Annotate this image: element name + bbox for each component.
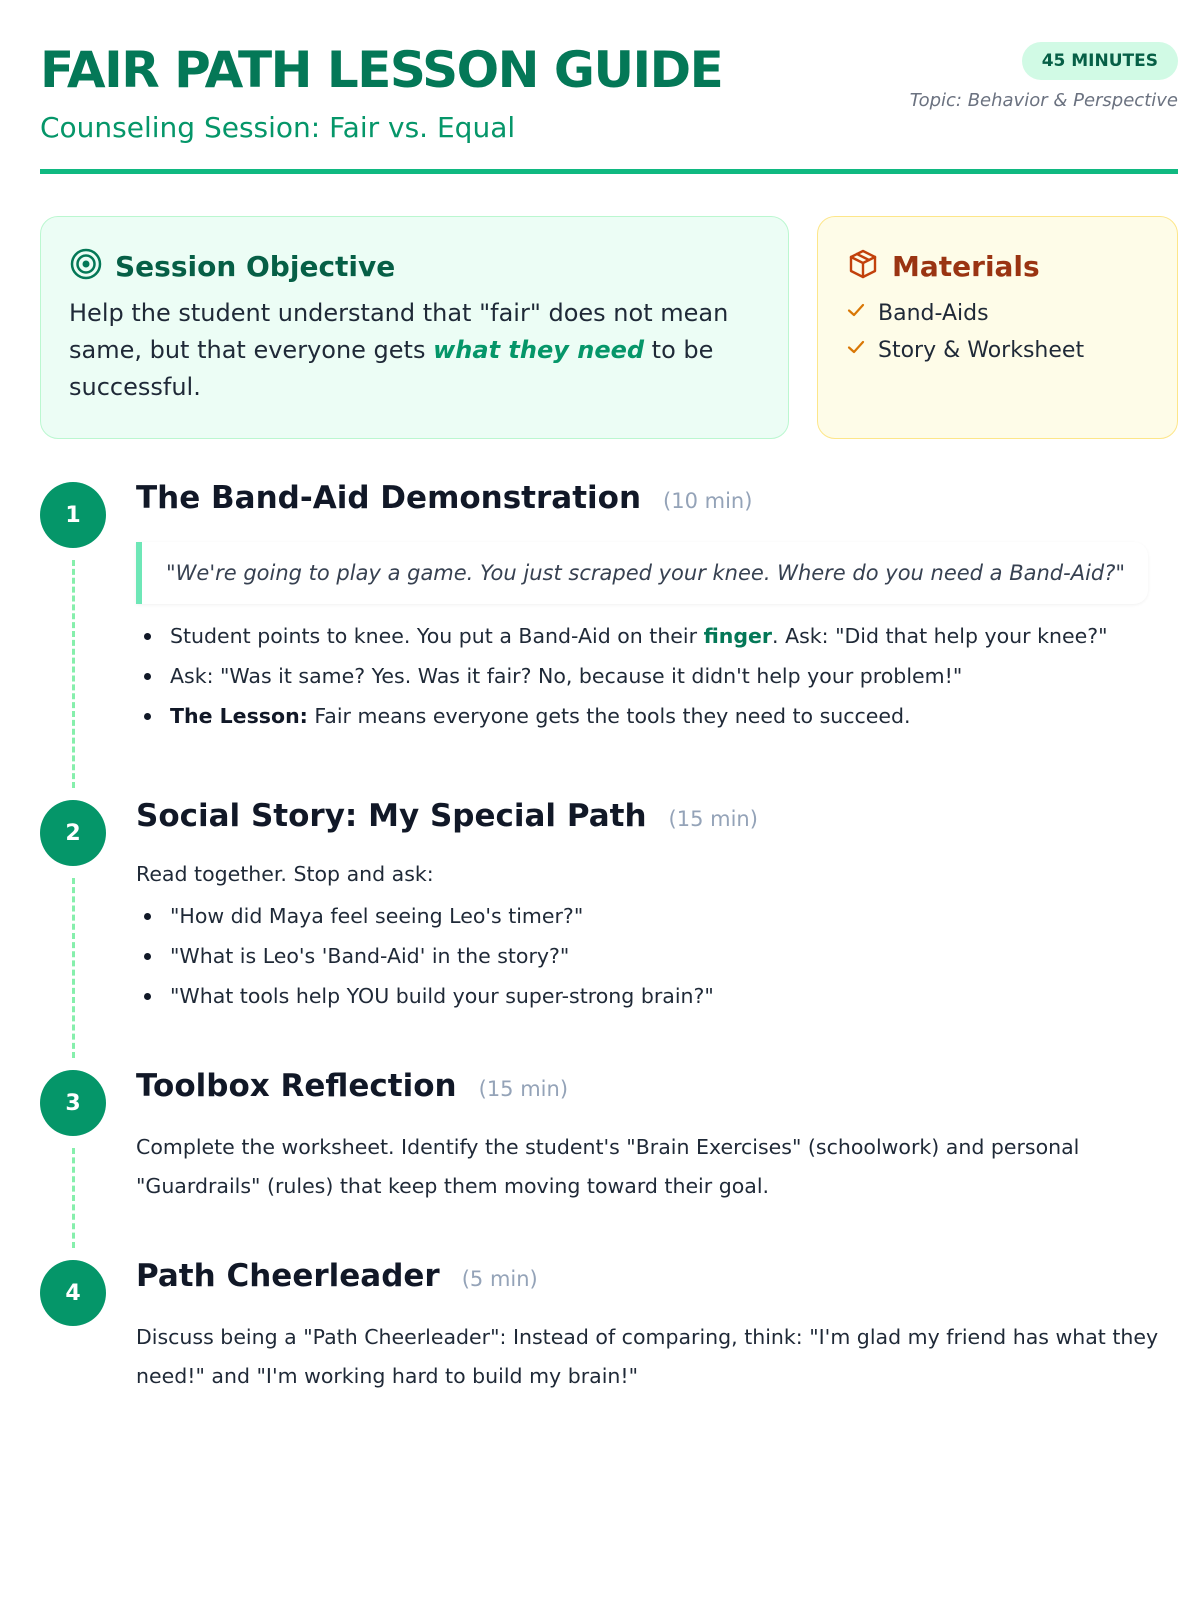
step-number-badge: 1	[40, 482, 106, 548]
page-subtitle: Counseling Session: Fair vs. Equal	[40, 111, 516, 144]
step-duration: (15 min)	[668, 807, 758, 831]
lesson-steps	[40, 480, 1178, 1428]
materials-title: Materials	[892, 249, 1040, 283]
step-4	[40, 1258, 1178, 1428]
list-item: Band-Aids	[846, 295, 1149, 332]
target-icon	[69, 247, 103, 285]
materials-card	[817, 216, 1178, 439]
step-title: Toolbox Reflection	[136, 1068, 457, 1104]
step-duration: (10 min)	[663, 489, 753, 513]
list-item: "What tools help YOU build your super-strong brain?"	[136, 976, 1178, 1016]
timeline-connector	[72, 878, 75, 1058]
list-item: "What is Leo's 'Band-Aid' in the story?"	[136, 936, 1178, 976]
step-bullets	[136, 896, 1178, 1016]
step-description: Discuss being a "Path Cheerleader": Instead of comparing, think: "I'm glad my friend has what they need!" and "I'm working hard to build my brain!"	[136, 1325, 1159, 1388]
step-3	[40, 1068, 1178, 1258]
check-icon	[846, 295, 866, 332]
timeline-connector	[72, 560, 75, 788]
step-2	[40, 798, 1178, 1068]
step-number-badge: 3	[40, 1070, 106, 1136]
page-title: FAIR PATH LESSON GUIDE	[40, 41, 723, 99]
materials-list	[846, 295, 1149, 369]
duration-badge: 45 MINUTES	[1022, 42, 1178, 80]
objective-text: Help the student understand that "fair" does not mean same, but that everyone gets what they need to be successful.	[69, 299, 729, 401]
check-icon	[846, 332, 866, 369]
list-item: Story & Worksheet	[846, 332, 1149, 369]
lesson-label: The Lesson:	[170, 704, 308, 728]
step-number-badge: 2	[40, 800, 106, 866]
list-item: "How did Maya feel seeing Leo's timer?"	[136, 896, 1178, 936]
list-item: The Lesson: Fair means everyone gets the tools they need to succeed.	[136, 696, 1178, 736]
step-duration: (15 min)	[478, 1077, 569, 1101]
step-number-badge: 4	[40, 1260, 106, 1326]
step-title: Path Cheerleader	[136, 1258, 440, 1294]
step-1	[40, 480, 1178, 798]
topic-label: Topic: Behavior & Perspective	[909, 90, 1178, 111]
objective-title: Session Objective	[115, 249, 396, 283]
box-icon	[846, 247, 880, 285]
step-description: Complete the worksheet. Identify the student's "Brain Exercises" (schoolwork) and personal "Guardrails" (rules) that keep them moving toward their goal.	[136, 1135, 1080, 1198]
objective-card	[40, 216, 789, 439]
step-intro: Read together. Stop and ask:	[136, 862, 434, 886]
step-bullets	[136, 616, 1178, 736]
step-duration: (5 min)	[461, 1267, 538, 1291]
timeline-connector	[72, 1148, 75, 1248]
objective-emphasis: what they need	[433, 336, 645, 364]
highlight-word: finger	[703, 624, 773, 648]
page-header	[40, 38, 1178, 174]
list-item: Student points to knee. You put a Band-Aid on their finger. Ask: "Did that help your knee?"	[136, 616, 1178, 656]
script-quote: "We're going to play a game. You just scraped your knee. Where do you need a Band-Aid?"	[136, 542, 1148, 604]
step-title: Social Story: My Special Path	[136, 798, 647, 834]
list-item: Ask: "Was it same? Yes. Was it fair? No, because it didn't help your problem!"	[136, 656, 1178, 696]
step-title: The Band-Aid Demonstration	[136, 480, 642, 516]
